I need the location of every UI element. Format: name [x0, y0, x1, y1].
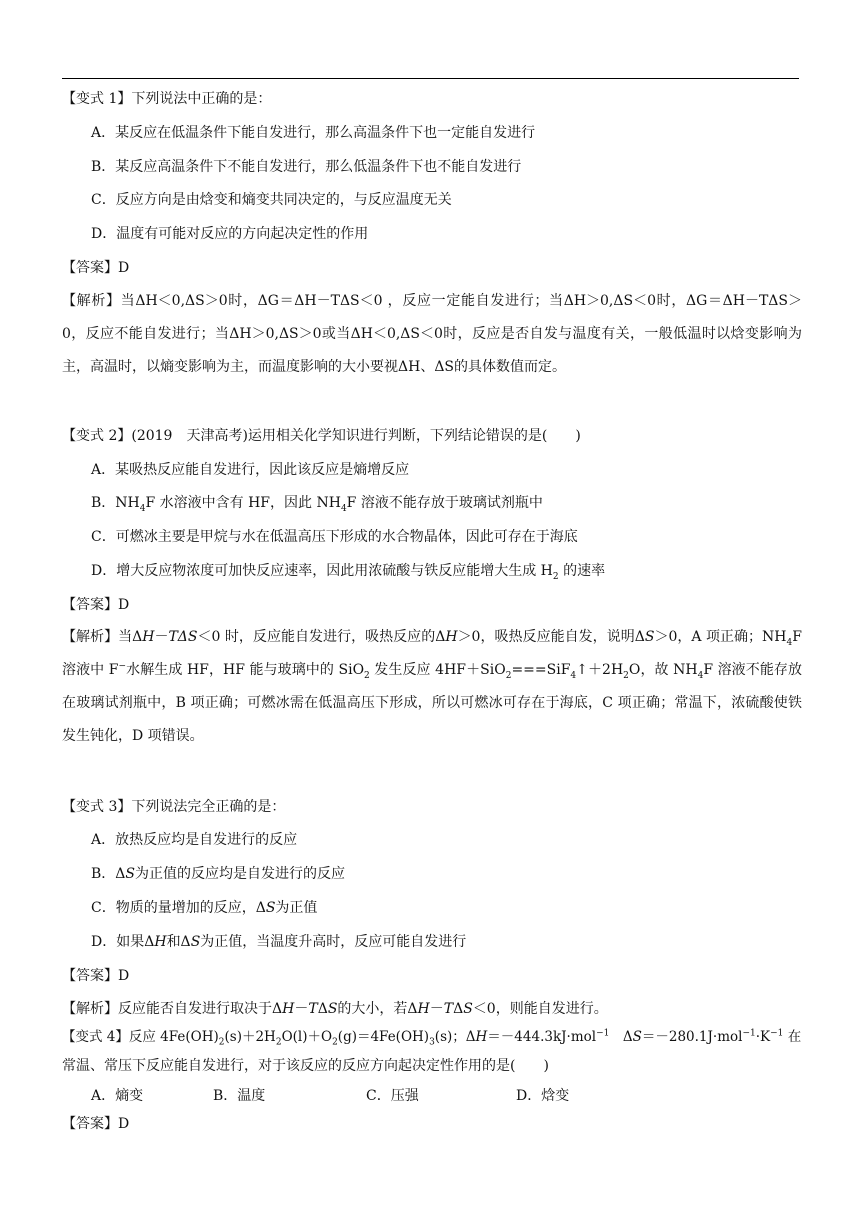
q3-answer: 【答案】D — [62, 968, 130, 984]
q1-answer: 【答案】D — [62, 260, 130, 276]
header-rule — [62, 78, 799, 79]
q3-option-d: D．如果ΔH和ΔS为正值，当温度升高时，反应可能自发进行 — [91, 934, 467, 950]
q4-stem-line1: 【变式 4】反应 $4Fe(OH)_2(s)+2H_2O(l)+O_2(g)=4Fe(OH)_3(s)$；ΔH＝－444.3kJ·mol$^{-1}$ $\Delta S=-280.1J\cdot mol^{-1}\cdot K^{-1}$ 在 — [62, 1028, 802, 1048]
q4-answer: 【答案】D — [62, 1116, 130, 1132]
q1-option-a: A．某反应在低温条件下能自发进行，那么高温条件下也一定能自发进行 — [91, 125, 536, 141]
q2-answer: 【答案】D — [62, 597, 130, 613]
q2-option-d: D．增大反应物浓度可加快反应速率，因此用浓硫酸与铁反应能增大生成 $H_2$ 的速率 — [91, 563, 606, 582]
q3-option-a: A．放热反应均是自发进行的反应 — [91, 832, 298, 848]
q3-option-b: B．ΔS为正值的反应均是自发进行的反应 — [91, 866, 345, 882]
q1-option-c: C．反应方向是由焓变和熵变共同决定的，与反应温度无关 — [91, 192, 452, 208]
q4-option-b: B．温度 — [213, 1088, 266, 1104]
q1-stem: 【变式 1】下列说法中正确的是： — [62, 91, 272, 107]
q2-option-b: B．$NH_4F$ 水溶液中含有 HF，因此 $NH_4F$ 溶液不能存放于玻璃试剂瓶中 — [91, 495, 543, 514]
q2-option-c: C．可燃冰主要是甲烷与水在低温高压下形成的水合物晶体，因此可存在于海底 — [91, 529, 578, 545]
q4-stem-line2: 常温、常压下反应能自发进行，对于该反应的反应方向起决定性作用的是( ) — [62, 1058, 549, 1074]
q3-analysis: 【解析】反应能否自发进行取决于ΔH－TΔS的大小，若ΔH－TΔS＜0，则能自发进行。 — [62, 1001, 608, 1017]
q1-option-d: D．温度有可能对反应的方向起决定性的作用 — [91, 226, 369, 242]
q3-stem: 【变式 3】下列说法完全正确的是： — [62, 799, 286, 815]
q3-option-c: C．物质的量增加的反应，ΔS为正值 — [91, 900, 318, 916]
q2-analysis: 【解析】当ΔH－TΔS＜0 时，反应能自发进行，吸热反应的ΔH＞0，吸热反应能自发，说明ΔS＞0，A 项正确；$NH_4F$ 溶液中 F−水解生成 HF，HF 能与玻璃中的 SiO$_2$ 发生反应 $4HF+SiO_2===SiF_4↑+2H_2O$，故 $NH_4F$ 溶液不能存放在玻璃试剂瓶中，B 项正确；可燃冰需在低温高压下形成，所以可燃冰可存在于海底，C 项正确；常温下，浓硫酸使铁发生钝化，D 项错误。 — [62, 629, 802, 744]
q2-option-a: A．某吸热反应能自发进行，因此该反应是熵增反应 — [91, 462, 410, 478]
q4-option-d: D．焓变 — [516, 1088, 570, 1104]
q1-option-b: B．某反应高温条件下不能自发进行，那么低温条件下也不能自发进行 — [91, 159, 522, 175]
q4-option-a: A．熵变 — [91, 1088, 144, 1104]
q4-option-c: C．压强 — [366, 1088, 419, 1104]
q2-stem: 【变式 2】(2019 天津高考)运用相关化学知识进行判断，下列结论错误的是( ) — [62, 428, 581, 444]
q1-analysis: 【解析】当ΔH＜0,ΔS＞0时，ΔG＝ΔH－TΔS＜0 ，反应一定能自发进行；当ΔH＞0,ΔS＜0时，ΔG＝ΔH－TΔS＞0，反应不能自发进行；当ΔH＞0,ΔS＞0或当ΔH＜0,ΔS＜0时，反应是否自发与温度有关，一般低温时以焓变影响为主，高温时，以熵变影响为主，而温度影响的大小要视ΔH、ΔS的具体数值而定。 — [62, 293, 802, 375]
